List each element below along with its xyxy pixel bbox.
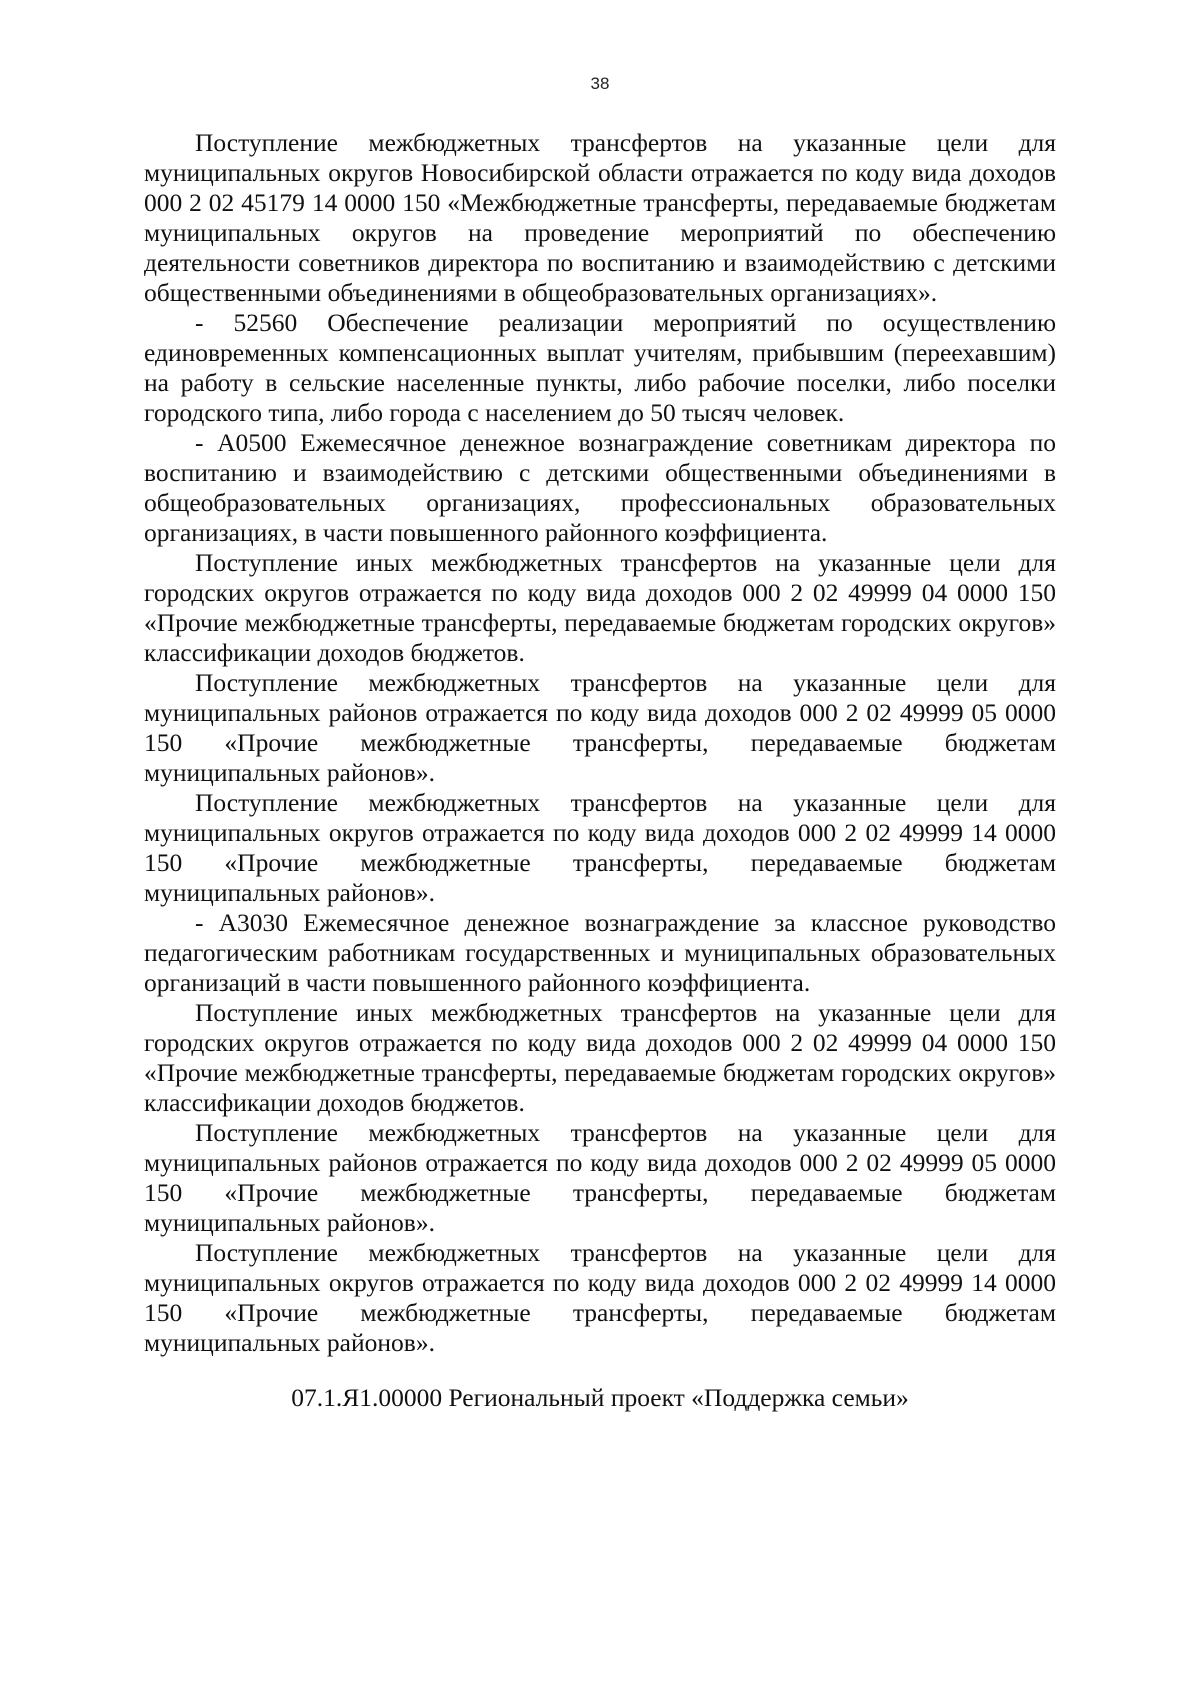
paragraph-5: Поступление межбюджетных трансфертов на указанные цели для муниципальных районов отражается по коду вида доходов 000 2 02 49999 05 0000 150 «Прочие межбюджетные трансферты, передаваемые бюджетам муниципальных районов».: [144, 668, 1056, 787]
section-heading: 07.1.Я1.00000 Региональный проект «Поддержка семьи»: [291, 1383, 909, 1412]
paragraph-2: - 52560 Обеспечение реализации мероприятий по осуществлению единовременных компенсационных выплат учителям, прибывшим (переехавшим) на работу в сельские населенные пункты, либо рабочие поселки, либо поселки городского типа, либо города с населением до 50 тысяч человек.: [144, 308, 1056, 427]
paragraph-1: Поступление межбюджетных трансфертов на указанные цели для муниципальных округов Новосибирской области отражается по коду вида доходов 000 2 02 45179 14 0000 150 «Межбюджетные трансферты, передаваемые бюджетам муниципальных округов на проведение мероприятий по обеспечению деятельности советников директора по воспитанию и взаимодействию с детскими общественными объединениями в общеобразовательных организациях».: [144, 128, 1056, 307]
paragraph-3: - А0500 Ежемесячное денежное вознаграждение советникам директора по воспитанию и взаимодействию с детскими общественными объединениями в общеобразовательных организациях, профессиональных образовательных организациях, в части повышенного районного коэффициента.: [144, 428, 1056, 547]
document-body: [144, 128, 1056, 1413]
paragraph-8: Поступление иных межбюджетных трансфертов на указанные цели для городских округов отражается по коду вида доходов 000 2 02 49999 04 0000 150 «Прочие межбюджетные трансферты, передаваемые бюджетам городских округов» классификации доходов бюджетов.: [144, 998, 1056, 1117]
paragraph-6: Поступление межбюджетных трансфертов на указанные цели для муниципальных округов отражается по коду вида доходов 000 2 02 49999 14 0000 150 «Прочие межбюджетные трансферты, передаваемые бюджетам муниципальных районов».: [144, 788, 1056, 907]
paragraph-9: Поступление межбюджетных трансфертов на указанные цели для муниципальных районов отражается по коду вида доходов 000 2 02 49999 05 0000 150 «Прочие межбюджетные трансферты, передаваемые бюджетам муниципальных районов».: [144, 1118, 1056, 1237]
paragraph-4: Поступление иных межбюджетных трансфертов на указанные цели для городских округов отражается по коду вида доходов 000 2 02 49999 04 0000 150 «Прочие межбюджетные трансферты, передаваемые бюджетам городских округов» классификации доходов бюджетов.: [144, 548, 1056, 667]
paragraph-10: Поступление межбюджетных трансфертов на указанные цели для муниципальных округов отражается по коду вида доходов 000 2 02 49999 14 0000 150 «Прочие межбюджетные трансферты, передаваемые бюджетам муниципальных районов».: [144, 1238, 1056, 1357]
paragraph-7: - А3030 Ежемесячное денежное вознаграждение за классное руководство педагогическим работникам государственных и муниципальных образовательных организаций в части повышенного районного коэффициента.: [144, 908, 1056, 997]
page-number: 38: [590, 74, 610, 93]
